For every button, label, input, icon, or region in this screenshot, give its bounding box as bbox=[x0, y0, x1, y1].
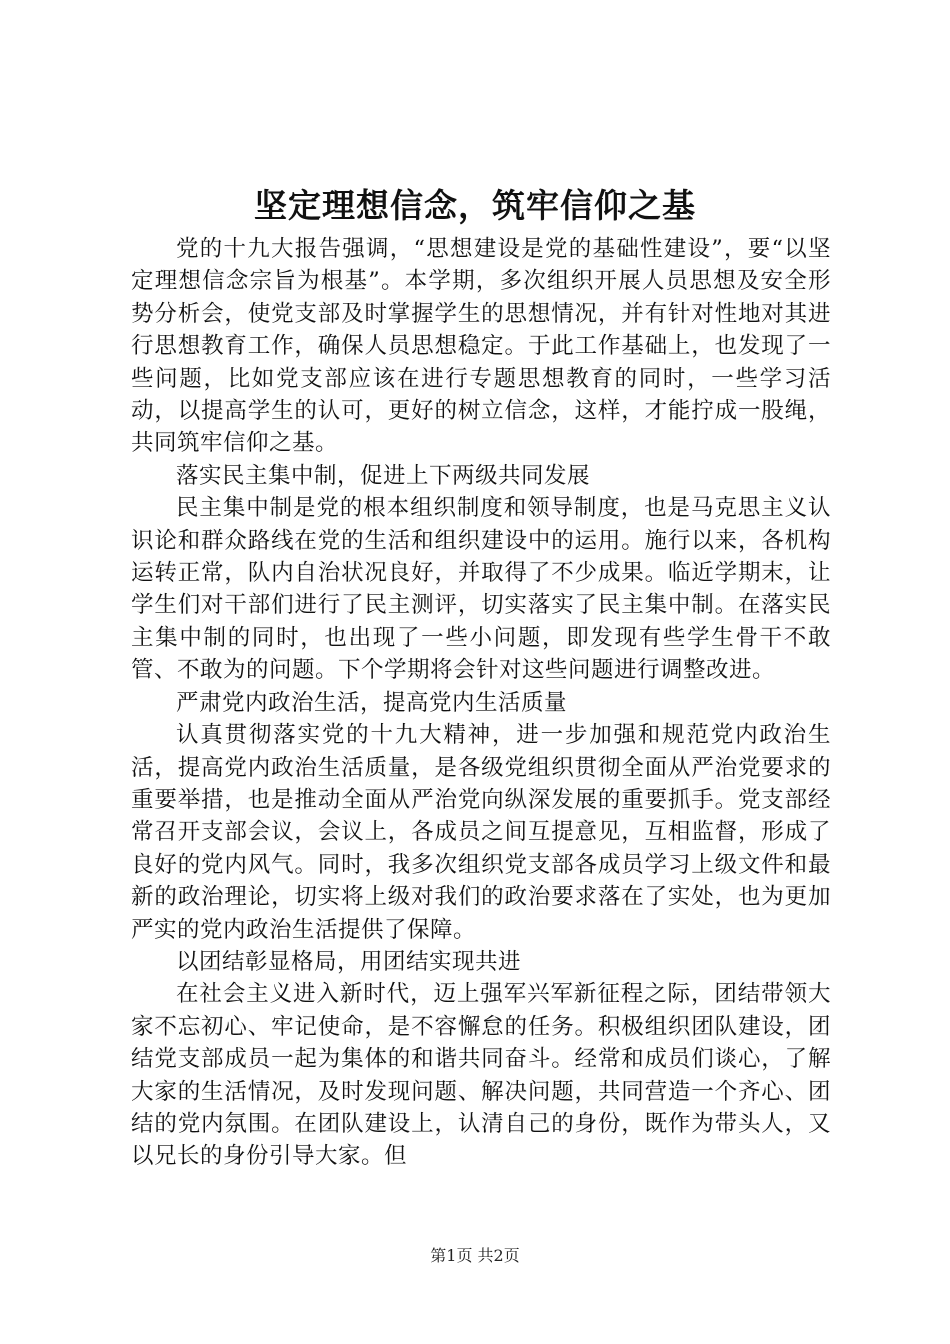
paragraph-democratic-centralism: 民主集中制是党的根本组织制度和领导制度，也是马克思主义认识论和群众路线在党的生活和组织建设中的运用。施行以来，各机构运转正常，队内自治状况良好，并取得了不少成果。临近学期末，让学生们对干部们进行了民主测评，切实落实了民主集中制。在落实民主集中制的同时，也出现了一些小问题，即发现有些学生骨干不敢管、不敢为的问题。下个学期将会针对这些问题进行调整改进。 bbox=[131, 495, 831, 684]
section-heading-unity: 以团结彰显格局，用团结实现共进 bbox=[176, 948, 522, 975]
document-title: 坚定理想信念，筑牢信仰之基 bbox=[254, 186, 696, 225]
paragraph-intro: 党的十九大报告强调，“思想建设是党的基础性建设”，要“以坚定理想信念宗旨为根基”。本学期，多次组织开展人员思想及安全形势分析会，使党支部及时掌握学生的思想情况，并有针对性地对其进行思想教育工作，确保人员思想稳定。于此工作基础上，也发现了一些问题，比如党支部应该在进行专题思想教育的同时，一些学习活动，以提高学生的认可，更好的树立信念，这样，才能拧成一股绳，共同筑牢信仰之基。 bbox=[131, 236, 831, 457]
paragraph-political-life: 认真贯彻落实党的十九大精神，进一步加强和规范党内政治生活，提高党内政治生活质量，是各级党组织贯彻全面从严治党要求的重要举措，也是推动全面从严治党向纵深发展的重要抓手。党支部经常召开支部会议，会议上，各成员之间互提意见，互相监督，形成了良好的党内风气。同时，我多次组织党支部各成员学习上级文件和最新的政治理论，切实将上级对我们的政治要求落在了实处，也为更加严实的党内政治生活提供了保障。 bbox=[131, 722, 831, 943]
page-number-footer: 第1页 共2页 bbox=[430, 1246, 520, 1265]
section-heading-democratic-centralism: 落实民主集中制，促进上下两级共同发展 bbox=[176, 462, 591, 489]
document-body bbox=[131, 233, 831, 1173]
paragraph-unity: 在社会主义进入新时代，迈上强军兴军新征程之际，团结带领大家不忘初心、牢记使命，是不容懈怠的任务。积极组织团队建设，团结党支部成员一起为集体的和谐共同奋斗。经常和成员们谈心，了解大家的生活情况，及时发现问题、解决问题，共同营造一个齐心、团结的党内氛围。在团队建设上，认清自己的身份，既作为带头人，又以兄长的身份引导大家。但 bbox=[131, 981, 831, 1170]
section-heading-political-life: 严肃党内政治生活，提高党内生活质量 bbox=[176, 689, 568, 716]
